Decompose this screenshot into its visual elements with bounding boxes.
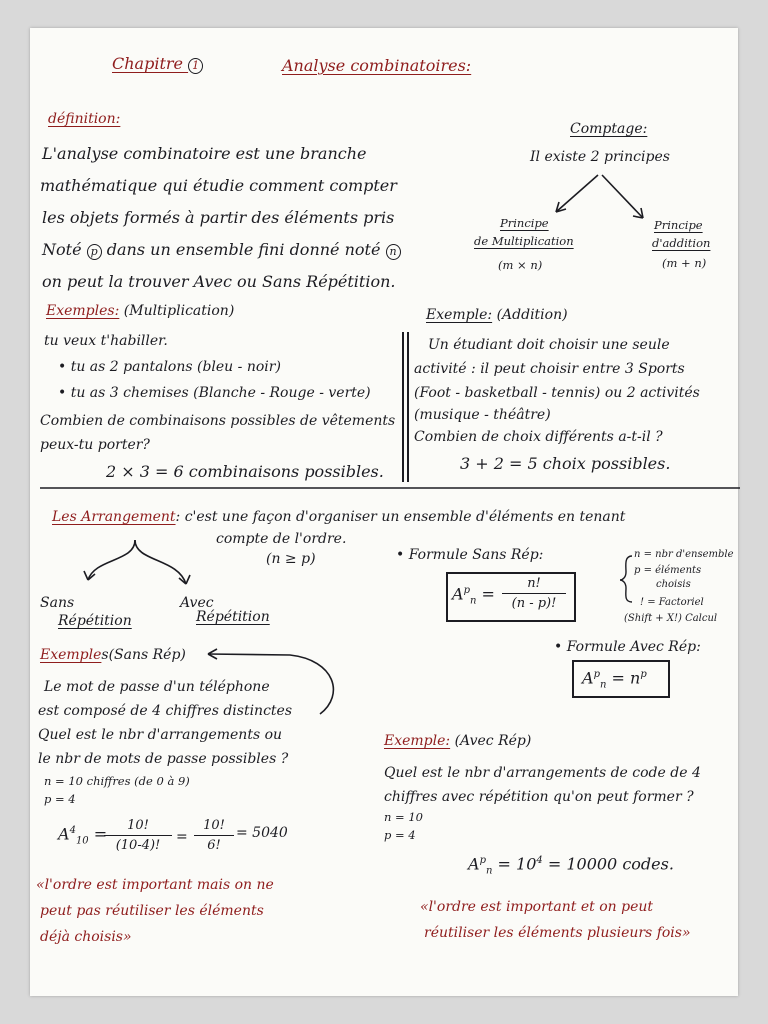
chapter-label: Chapitre 1 <box>112 56 203 74</box>
exemple-sans-fraction-1: $\frac{10!}{(10-4)!}$ <box>104 818 172 853</box>
exemple-add-result: 3 + 2 = 5 choix possibles. <box>460 454 671 473</box>
exemple-sans-line: n = 10 chiffres (de 0 à 9) <box>44 774 190 788</box>
exemple-avec-line: n = 10 <box>384 810 423 824</box>
arrow-to-addition-icon <box>602 175 643 218</box>
definition-line: on peut la trouver Avec ou Sans Répétition. <box>42 272 396 291</box>
exemple-sans-line: le nbr de mots de passe possibles ? <box>38 751 289 767</box>
exemple-add-line: Un étudiant doit choisir une seule <box>428 337 670 353</box>
exemple-add-line: Combien de choix différents a-t-il ? <box>414 429 663 445</box>
exemple-mult-result: 2 × 3 = 6 combinaisons possibles. <box>106 462 384 481</box>
definition-line: mathématique qui étudie comment compter <box>40 176 397 195</box>
exemple-sans-fraction-2: $\frac{10!}{6!}$ <box>194 818 234 853</box>
exemple-sans-heading: Exemples(Sans Rép) <box>40 647 186 663</box>
exemple-sans-note: déjà choisis» <box>40 929 132 945</box>
brace-icon <box>620 556 632 602</box>
formula-sans-fraction: $\frac{n!}{(n - p)!}$ <box>502 576 566 611</box>
definition-line: les objets formés à partir des éléments pris <box>42 208 395 227</box>
principe-add-formula: (m + n) <box>662 256 707 270</box>
arrangement-definition-2: compte de l'ordre. <box>216 531 347 547</box>
exemple-avec-note: «l'ordre est important et on peut <box>420 899 653 915</box>
principe-mult-formula: (m × n) <box>498 258 543 272</box>
exemple-mult-heading: Exemples: (Multiplication) <box>46 303 235 319</box>
exemple-sans-line: p = 4 <box>44 792 76 806</box>
definition-line: L'analyse combinatoire est une branche <box>42 144 367 163</box>
formula-note: p = éléments <box>634 565 702 576</box>
exemple-add-heading: Exemple: (Addition) <box>426 307 568 323</box>
exemple-avec-line: p = 4 <box>384 828 416 842</box>
branch-sans-2: Répétition <box>58 613 132 629</box>
definition-heading: définition: <box>48 111 121 127</box>
exemple-mult-line: peux-tu porter? <box>40 437 150 453</box>
comptage-heading: Comptage: <box>570 121 648 137</box>
column-divider <box>402 332 404 482</box>
formula-note: (Shift + X!) Calcul <box>624 613 718 624</box>
exemple-mult-line: • tu as 2 pantalons (bleu - noir) <box>58 359 281 375</box>
formula-sans-label: • Formule Sans Rép: <box>396 547 544 563</box>
principe-add-title-2: d'addition <box>652 236 711 250</box>
exemple-avec-heading: Exemple: (Avec Rép) <box>384 733 532 749</box>
principe-mult-title: Principe <box>500 216 549 230</box>
exemple-avec-line: chiffres avec répétition qu'on peut former ? <box>384 789 694 805</box>
comptage-subtitle: Il existe 2 principes <box>530 149 670 165</box>
exemple-add-line: activité : il peut choisir entre 3 Sports <box>414 361 685 377</box>
exemple-sans-line: Le mot de passe d'un téléphone <box>44 679 270 695</box>
arrangement-definition: Les Arrangement: c'est une façon d'organiser un ensemble d'éléments en tenant <box>52 509 626 525</box>
principe-add-title: Principe <box>654 218 703 232</box>
equals-sign: = <box>176 829 188 845</box>
formula-avec-label: • Formule Avec Rép: <box>554 639 701 655</box>
exemple-avec-note: réutiliser les éléments plusieurs fois» <box>424 925 691 941</box>
page-title: Analyse combinatoires: <box>282 56 472 75</box>
exemple-sans-note: peut pas réutiliser les éléments <box>40 903 264 919</box>
exemple-avec-calc: $A^p_n = 10^4 = 10000$ codes. <box>468 854 674 877</box>
arrow-avec-icon <box>135 540 186 584</box>
exemple-mult-line: tu veux t'habiller. <box>44 333 168 349</box>
exemple-sans-note: «l'ordre est important mais on ne <box>36 877 274 893</box>
exemple-mult-line: • tu as 3 chemises (Blanche - Rouge - verte) <box>58 385 371 401</box>
exemple-avec-line: Quel est le nbr d'arrangements de code de 4 <box>384 765 701 781</box>
branch-sans: Sans <box>40 595 75 611</box>
formula-note: n = nbr d'ensemble <box>634 549 734 560</box>
arrangement-condition: (n ≥ p) <box>266 551 316 567</box>
arrow-sans-icon <box>88 540 135 580</box>
formula-avec-expr: $A^p_n = n^p$ <box>582 668 647 691</box>
definition-line: Noté p dans un ensemble fini donné noté n <box>42 242 401 260</box>
formula-note: ! = Factoriel <box>640 597 704 608</box>
exemple-sans-result: = 5040 <box>236 825 288 841</box>
column-divider <box>407 332 409 482</box>
exemple-sans-lhs: $A^4_{10}$ = <box>58 824 108 847</box>
exemple-sans-line: Quel est le nbr d'arrangements ou <box>38 727 283 743</box>
principe-mult-title-2: de Multiplication <box>474 234 574 248</box>
branch-avec-2: Répétition <box>196 609 270 625</box>
formula-sans-lhs: $A^p_n$ = <box>452 584 495 607</box>
branch-avec: Avec <box>180 595 214 611</box>
exemple-sans-line: est composé de 4 chiffres distinctes <box>38 703 293 719</box>
exemple-add-line: (Foot - basketball - tennis) ou 2 activités <box>414 385 700 401</box>
exemple-mult-line: Combien de combinaisons possibles de vêtements <box>40 413 396 429</box>
exemple-add-line: (musique - théâtre) <box>414 407 551 423</box>
formula-note: choisis <box>656 579 691 590</box>
arrow-to-multiplication-icon <box>556 175 598 212</box>
